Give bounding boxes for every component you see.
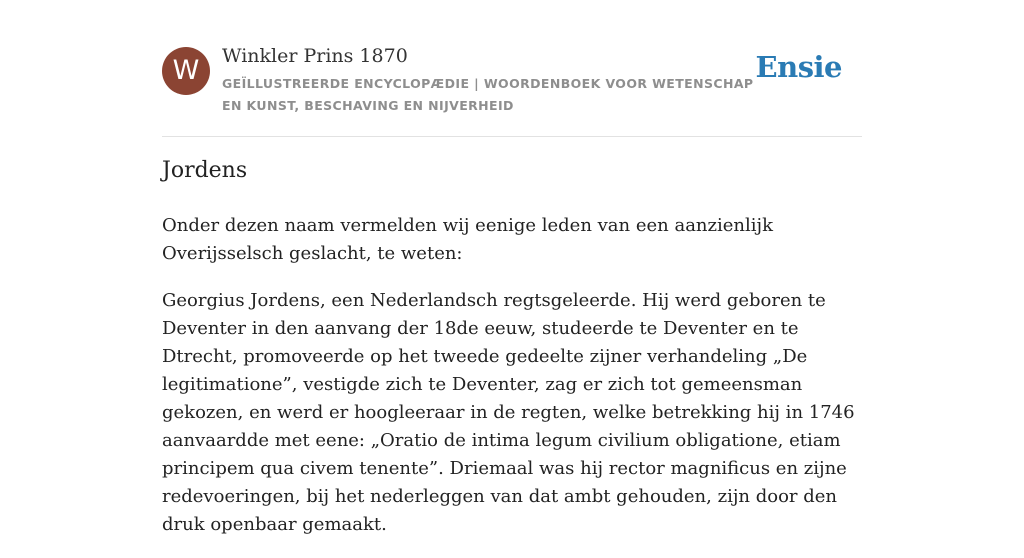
- entry-body: [162, 212, 862, 558]
- entry-paragraph-intro: Onder dezen naam vermelden wij eenige leden van een aanzienlijk Overijsselsch geslacht, te weten:: [162, 215, 774, 264]
- ensie-logo[interactable]: Ensie: [755, 50, 842, 84]
- source-title[interactable]: Winkler Prins 1870: [222, 45, 408, 67]
- entry-title: Jordens: [162, 158, 248, 183]
- source-header: [162, 44, 862, 137]
- source-avatar[interactable]: W: [162, 47, 210, 95]
- entry-paragraph-georgius: Georgius Jordens, een Nederlandsch regtsgeleerde. Hij werd geboren te Deventer in den aanvang der 18de eeuw, studeerde te Deventer en te Dtrecht, promoveerde op het tweede gedeelte zijner verhandeling „De legitimatione”, vestigde zich te Deventer, zag er zich tot gemeensman gekozen, en werd er hoogleeraar in de regten, welke betrekking hij in 1746 aanvaardde met eene: „Oratio de intima legum civilium obligatione, etiam principem qua civem tenente”. Driemaal was hij rector magnificus en zijne redevoeringen, bij het nederleggen van dat ambt gehouden, zijn door den druk openbaar gemaakt.: [162, 290, 855, 535]
- source-subtitle: GEÏLLUSTREERDE ENCYCLOPÆDIE | WOORDENBOEK VOOR WETENSCHAP EN KUNST, BESCHAVING EN NIJVERHEID: [222, 76, 754, 113]
